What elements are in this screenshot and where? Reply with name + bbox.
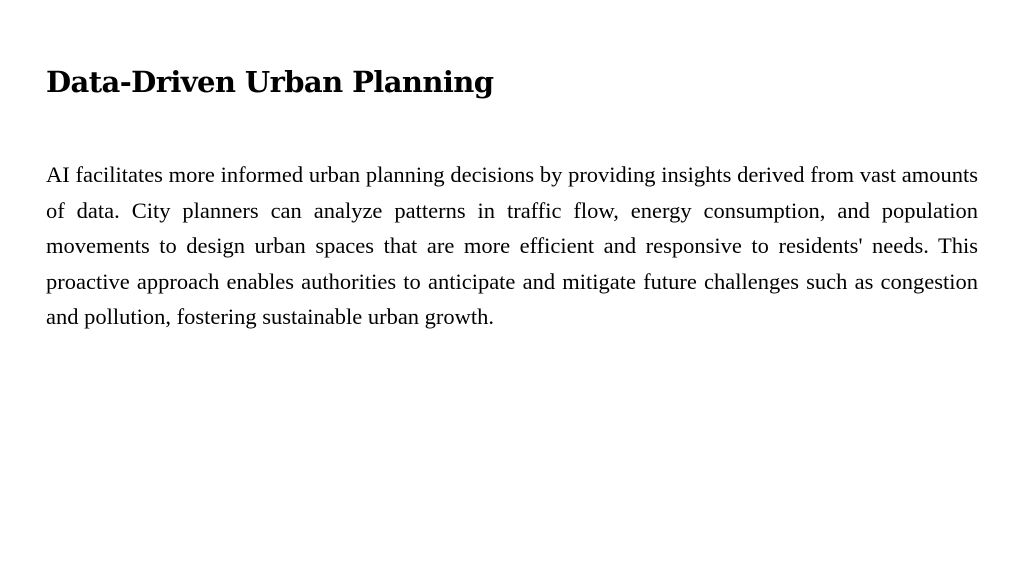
slide-body-paragraph: AI facilitates more informed urban planning decisions by providing insights derived from vast amounts of data. City planners can analyze patterns in traffic flow, energy consumption, and population movements to design urban spaces that are more efficient and responsive to residents' needs. This proactive approach enables authorities to anticipate and mitigate future challenges such as congestion and pollution, fostering sustainable urban growth. — [46, 162, 978, 329]
slide-title: Data-Driven Urban Planning — [46, 65, 494, 99]
